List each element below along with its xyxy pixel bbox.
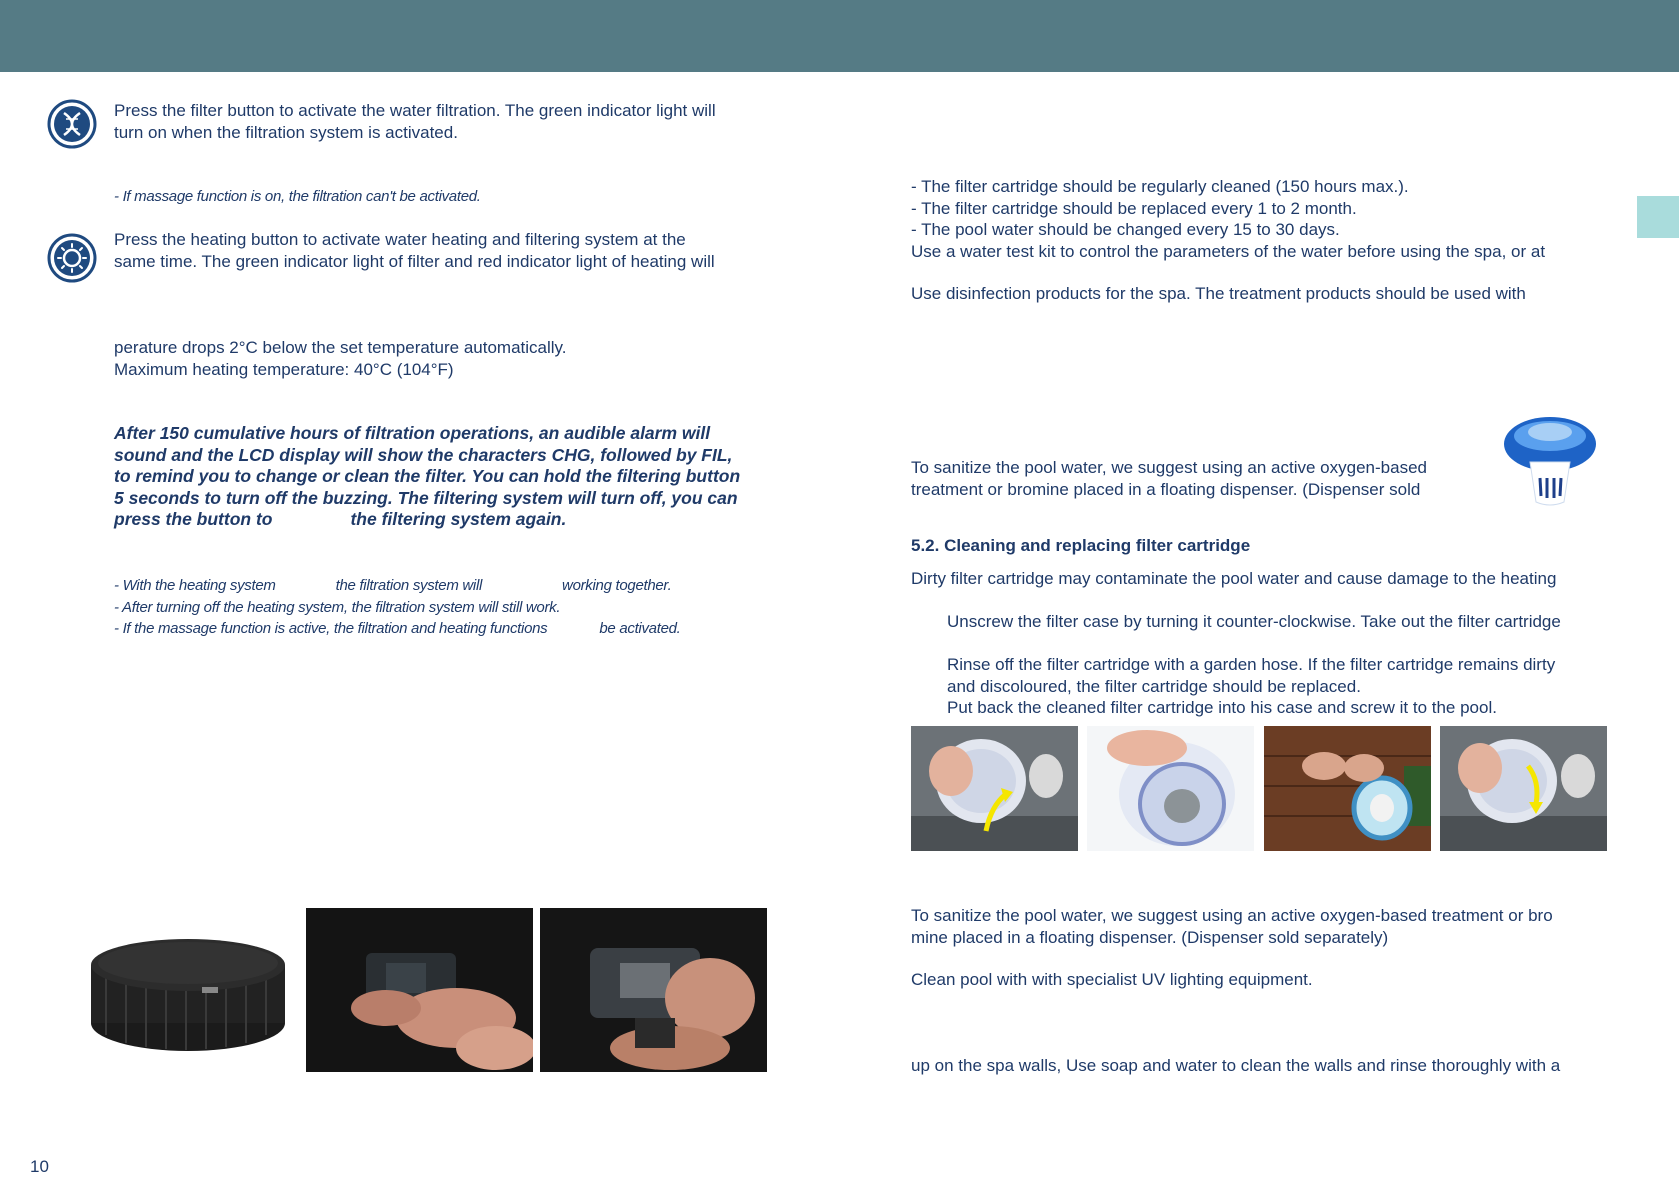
sanitize-text-1: To sanitize the pool water, we suggest using an active oxygen-based treatment or bromine placed in a floating dispenser. (Dispenser sold xyxy=(911,458,1427,499)
step-unscrew: Unscrew the filter case by turning it counter-clockwise. Take out the filter cartridge xyxy=(947,612,1561,631)
heating-description: Press the heating button to activate water heating and filtering system at the same time. The green indicator light of filter and red indicator light of heating will xyxy=(114,230,715,271)
temperature-text: perature drops 2°C below the set temperature automatically. Maximum heating temperature: 40°C (104°F) xyxy=(114,338,567,379)
connector-photo-1 xyxy=(306,908,533,1072)
uv-text: Clean pool with with specialist UV lighting equipment. xyxy=(911,970,1313,989)
filter-alarm-warning: After 150 cumulative hours of filtration operations, an audible alarm will sound and the LCD display will show the characters CHG, followed by FIL, to remind you to change or clean the filter. You can hold the filtering button 5 seconds to turn off the buzzing. The filtering system will turn off, you can press the button to the filtering system again. xyxy=(114,423,741,530)
unscrew-photo xyxy=(911,726,1078,851)
heating-notes: - With the heating system the filtration system will working together. - After turning off the heating system, the filtration system will still work. - If the massage function is active, the filtration and heating functions be activated. xyxy=(114,577,681,638)
spa-tub-image xyxy=(86,935,290,1055)
header-band xyxy=(0,0,1679,72)
side-tab xyxy=(1637,196,1679,238)
page-number: 10 xyxy=(30,1157,49,1176)
step-rinse: Rinse off the filter cartridge with a garden hose. If the filter cartridge remains dirty and discoloured, the filter cartridge should be replaced. Put back the cleaned filter cartridge into his case and screw it to the pool. xyxy=(947,655,1556,718)
rinse-photo xyxy=(1264,726,1431,851)
filter-icon xyxy=(47,99,97,149)
walls-text: up on the spa walls, Use soap and water to clean the walls and rinse thoroughly with a xyxy=(911,1056,1561,1075)
filter-description: Press the filter button to activate the water filtration. The green indicator light will turn on when the filtration system is activated. xyxy=(114,101,716,142)
connector-photo-2 xyxy=(540,908,767,1072)
sanitize-text-2: To sanitize the pool water, we suggest using an active oxygen-based treatment or bro mine placed in a floating dispenser. (Dispenser sold separately) xyxy=(911,906,1553,947)
disinfection-text: Use disinfection products for the spa. The treatment products should be used with xyxy=(911,284,1526,303)
cartridge-removed-photo xyxy=(1087,726,1254,851)
dirty-filter-text: Dirty filter cartridge may contaminate the pool water and cause damage to the heating xyxy=(911,569,1557,588)
screw-back-photo xyxy=(1440,726,1607,851)
heating-icon xyxy=(47,233,97,283)
floating-dispenser-image xyxy=(1500,412,1600,512)
maintenance-list: - The filter cartridge should be regularly cleaned (150 hours max.). - The filter cartridge should be replaced every 1 to 2 month. - The pool water should be changed every 15 to 30 days. Use a water test kit to control the parameters of the water before using the spa, or at xyxy=(911,177,1546,261)
filter-note: - If massage function is on, the filtration can't be activated. xyxy=(114,188,481,205)
section-heading: 5.2. Cleaning and replacing filter cartridge xyxy=(911,536,1251,555)
